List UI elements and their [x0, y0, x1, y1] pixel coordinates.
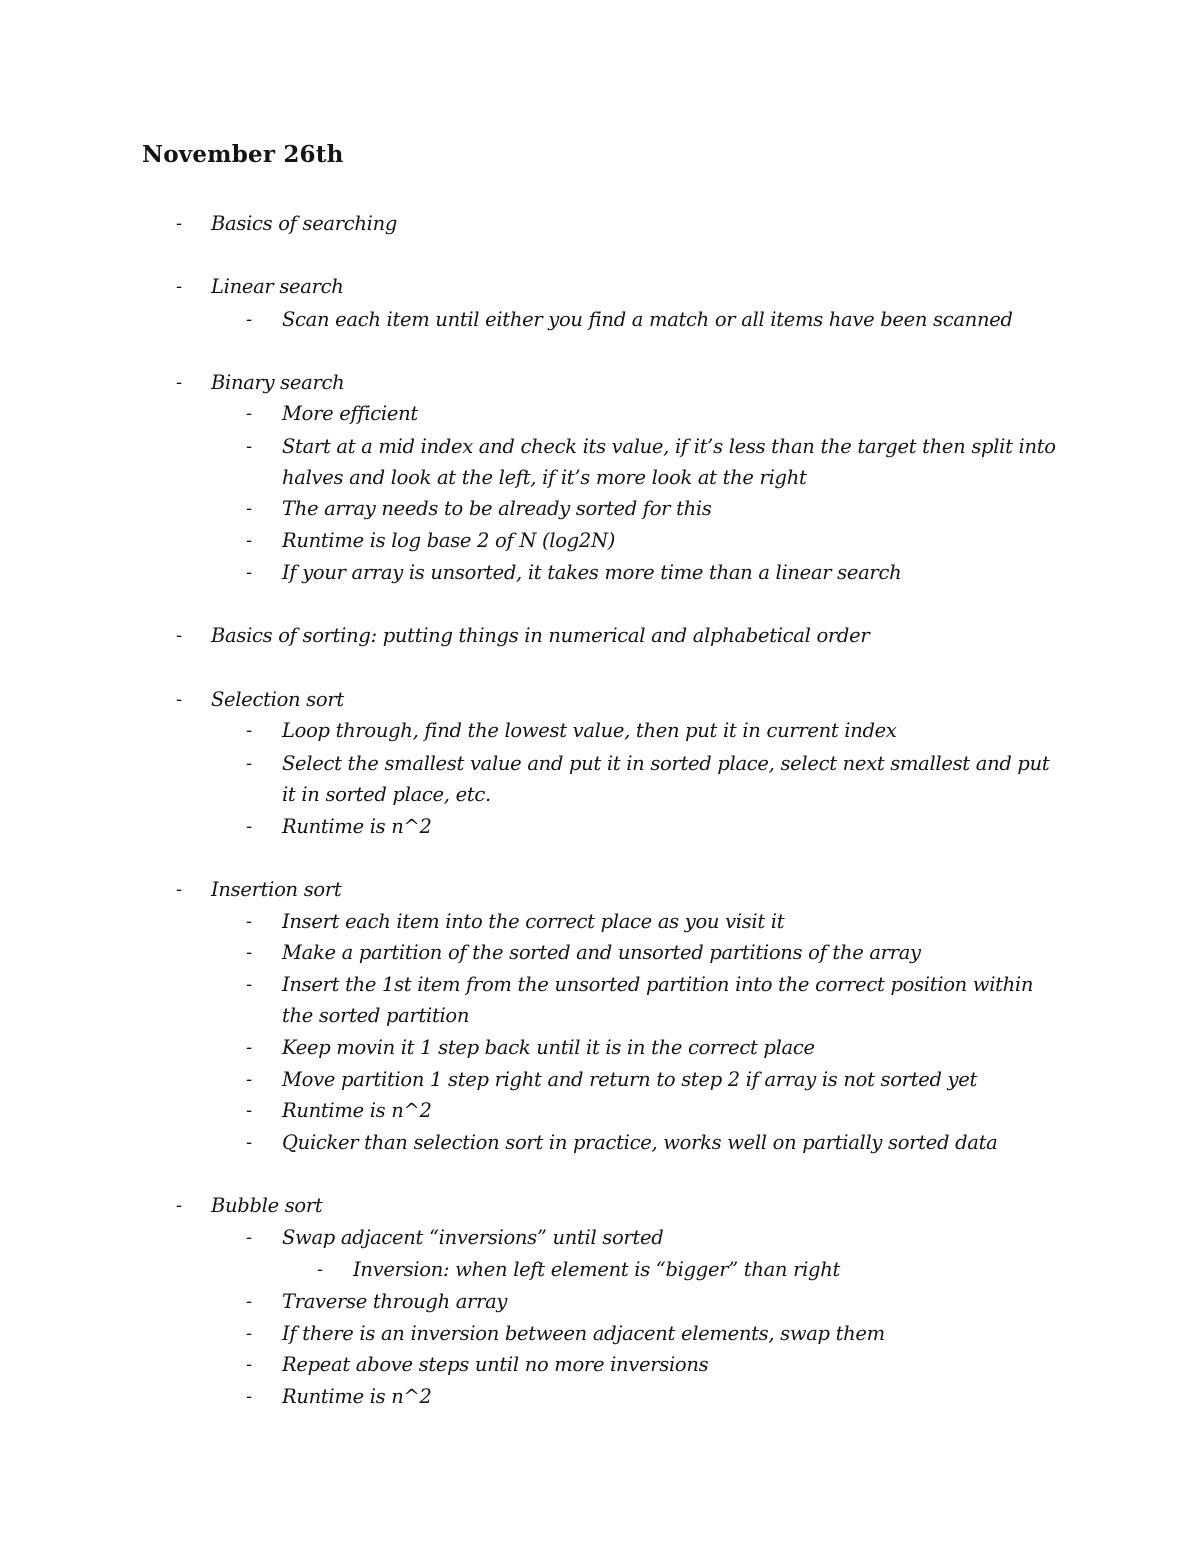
note-line: the sorted partition — [282, 1004, 470, 1027]
note-line: Insert each item into the correct place as you visit it — [282, 910, 785, 933]
note-line: it in sorted place, etc. — [282, 783, 491, 806]
note-line: Keep movin it 1 step back until it is in the correct place — [282, 1036, 815, 1059]
note-line: Make a partition of the sorted and unsorted partitions of the array — [282, 941, 921, 964]
bullet-dash: - — [246, 942, 253, 963]
bullet-dash: - — [246, 1037, 253, 1058]
bullet-dash: - — [246, 403, 253, 424]
bullet-dash: - — [246, 436, 253, 457]
note-line: Runtime is n^2 — [282, 1099, 432, 1122]
bullet-dash: - — [176, 879, 183, 900]
note-line: Traverse through array — [282, 1290, 508, 1313]
note-line: Loop through, find the lowest value, then put it in current index — [282, 719, 897, 742]
bullet-dash: - — [176, 625, 183, 646]
bullet-dash: - — [246, 1354, 253, 1375]
bullet-dash: - — [246, 1069, 253, 1090]
bullet-dash: - — [246, 530, 253, 551]
note-line: Runtime is log base 2 of N (log2N) — [282, 529, 616, 552]
bullet-dash: - — [317, 1259, 324, 1280]
bullet-dash: - — [176, 213, 183, 234]
note-line: If there is an inversion between adjacent elements, swap them — [282, 1322, 885, 1345]
note-line: Selection sort — [211, 688, 344, 711]
note-line: Select the smallest value and put it in sorted place, select next smallest and put — [282, 752, 1050, 775]
bullet-dash: - — [246, 911, 253, 932]
bullet-dash: - — [246, 1227, 253, 1248]
note-line: Basics of sorting: putting things in numerical and alphabetical order — [211, 624, 870, 647]
note-line: Inversion: when left element is “bigger” than right — [353, 1258, 841, 1281]
note-line: Quicker than selection sort in practice, works well on partially sorted data — [282, 1131, 998, 1154]
note-line: Insertion sort — [211, 878, 342, 901]
bullet-dash: - — [176, 276, 183, 297]
note-line: Scan each item until either you find a match or all items have been scanned — [282, 308, 1013, 331]
note-line: Repeat above steps until no more inversions — [282, 1353, 709, 1376]
bullet-dash: - — [246, 562, 253, 583]
bullet-dash: - — [176, 689, 183, 710]
bullet-dash: - — [246, 816, 253, 837]
bullet-dash: - — [246, 1100, 253, 1121]
bullet-dash: - — [246, 309, 253, 330]
note-line: The array needs to be already sorted for this — [282, 497, 712, 520]
note-line: halves and look at the left, if it’s more look at the right — [282, 466, 807, 489]
page-title: November 26th — [142, 141, 344, 168]
note-line: More efficient — [282, 402, 418, 425]
note-line: Insert the 1st item from the unsorted partition into the correct position within — [282, 973, 1034, 996]
bullet-dash: - — [246, 753, 253, 774]
bullet-dash: - — [246, 498, 253, 519]
note-line: Swap adjacent “inversions” until sorted — [282, 1226, 664, 1249]
note-line: Start at a mid index and check its value, if it’s less than the target then split into — [282, 435, 1056, 458]
bullet-dash: - — [246, 1132, 253, 1153]
bullet-dash: - — [246, 974, 253, 995]
note-line: Binary search — [211, 371, 345, 394]
note-line: Linear search — [211, 275, 344, 298]
bullet-dash: - — [246, 720, 253, 741]
note-line: Basics of searching — [211, 212, 398, 235]
note-line: Move partition 1 step right and return to step 2 if array is not sorted yet — [282, 1068, 978, 1091]
note-line: If your array is unsorted, it takes more time than a linear search — [282, 561, 902, 584]
note-line: Bubble sort — [211, 1194, 323, 1217]
note-line: Runtime is n^2 — [282, 815, 432, 838]
bullet-dash: - — [246, 1323, 253, 1344]
bullet-dash: - — [246, 1386, 253, 1407]
bullet-dash: - — [176, 372, 183, 393]
bullet-dash: - — [176, 1195, 183, 1216]
note-line: Runtime is n^2 — [282, 1385, 432, 1408]
bullet-dash: - — [246, 1291, 253, 1312]
